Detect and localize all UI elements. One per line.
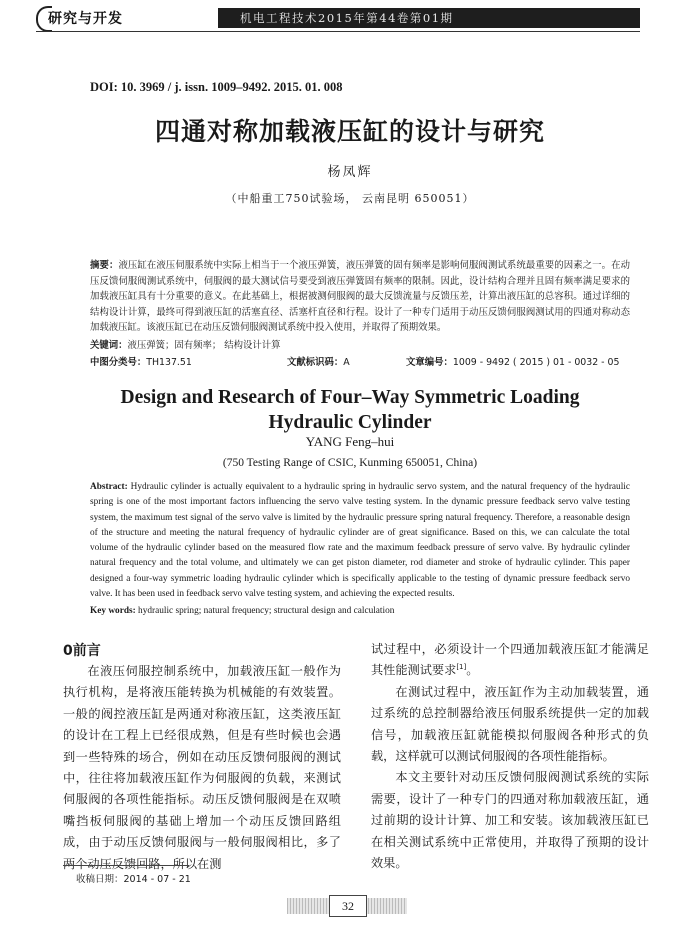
page-number: 32	[329, 895, 367, 917]
footnote-rule	[63, 865, 189, 866]
keywords-cn-label: 关键词：	[90, 340, 128, 351]
body-text: 试过程中，必须设计一个四通加载液压缸才能满足其性能测试要求	[371, 642, 649, 678]
body-paragraph: 在测试过程中，液压缸作为主动加载装置，通过系统的总控制器给液压伺服系统提供一定的加载信号，加载液压缸就能模拟伺服阀各种形式的负载，这样就可以测试伺服阀的各项性能指标。	[371, 684, 649, 764]
abstract-en-label: Abstract:	[90, 482, 128, 492]
affiliation-cn: （中船重工750试验场， 云南昆明 650051）	[225, 192, 475, 205]
doc-code-label: 文献标识码：	[287, 357, 344, 368]
doc-code-value: A	[343, 357, 350, 368]
body-paragraph: 在液压伺服控制系统中，加载液压缸一般作为执行机构，是将液压能转换为机械能的有效装置。一般的阀控液压缸是两通对称液压缸，这类液压缸的设计在工程上已经很成熟，但是有些时候也会遇到一些特殊的场合，例如在动压反馈伺服阀的测试中，往往将加载液压缸作为伺服阀的负载，来测试伺服阀的各项性能指标。动压反馈伺服阀是在双喷嘴挡板伺服阀的基础上增加一个动压反馈回路组成，由于动压反馈伺服阀与一般伺服阀相比，多了两个动压反馈回路，所以在测	[63, 664, 341, 871]
journal-header-band: 机电工程技术2015年第44卷第01期	[218, 8, 640, 28]
section-label: 研究与开发	[48, 11, 123, 27]
body-left-column	[63, 661, 341, 875]
clc-value: TH137.51	[146, 357, 192, 368]
author-en: YANG Feng–hui	[305, 434, 395, 449]
body-paragraph: 本文主要针对动压反馈伺服阀测试系统的实际需要，设计了一种专门的四通对称加载液压缸，通过前期的设计计算、加工和安装。该加载液压缸已在相关测试系统中正常使用，并取得了预期的设计效果。	[371, 770, 649, 871]
title-en-line2: Hydraulic Cylinder	[268, 412, 432, 433]
article-no-value: 1009 - 9492 ( 2015 ) 01 - 0032 - 05	[452, 357, 620, 368]
title-en-line1: Design and Research of Four–Way Symmetric Loading	[120, 387, 580, 408]
body-right-column	[371, 639, 649, 874]
keywords-en	[90, 606, 394, 616]
body-text: 。	[466, 663, 479, 678]
received-date: 收稿日期：2014 - 07 - 21	[76, 874, 191, 885]
citation-ref: [1]	[456, 663, 467, 672]
affiliation-en: (750 Testing Range of CSIC, Kunming 650051, China)	[222, 457, 478, 469]
author-cn: 杨凤辉	[327, 165, 373, 180]
keywords-cn	[90, 337, 281, 351]
keywords-cn-text: 液压弹簧；固有频率； 结构设计计算	[127, 340, 281, 351]
article-no-label: 文章编号：	[406, 357, 453, 368]
clc-label: 中图分类号：	[90, 357, 147, 368]
title-cn: 四通对称加载液压缸的设计与研究	[154, 117, 545, 146]
abstract-cn-text: 液压缸在液压伺服系统中实际上相当于一个液压弹簧，液压弹簧的固有频率是影响伺服阀测试系统最重要的因素之一。在动压反馈伺服阀测试系统中，伺服阀的最大测试信号要受到液压弹簧固有频率的限制。因此，设计结构合理并且固有频率满足要求的加载液压缸具有十分重要的意义。在此基础上，根据被测伺服阀的最大反馈流量与反馈压差，计算出液压缸的总容积。通过详细的结构设计计算，最终可得到液压缸的活塞直径、活塞杆直径和行程。设计了一种专门适用于动压反馈伺服阀测试用的四通对称动态加载液压缸。该液压缸已在动压反馈伺服阀测试系统中投入使用，并取得了预期效果。	[90, 260, 630, 334]
keywords-en-text: hydraulic spring; natural frequency; structural design and calculation	[138, 606, 395, 616]
abstract-en	[90, 480, 630, 602]
abstract-cn	[90, 258, 630, 336]
abstract-en-text: Hydraulic cylinder is actually equivalent to a hydraulic spring in hydraulic servo system, and the natural frequency of the hydraulic spring is one of the most important factors influencing the servo valve testing system. In the dynamic pressure feedback servo valve testing system, the maximum test signal of the servo valve is limited by the hydraulic pressure spring natural frequency. Therefore, a reasonable design of the structure and meeting the natural frequency of hydraulic cylinder are of great significance. Based on this, we can calculate the total volume of the hydraulic cylinder based on the measured flow rate and the maximum feedback pressure of servo valve. By hydraulic cylinder natural frequency and the total volume, and ultimately we can get piston diameter, rod diameter and stroke of hydraulic cylinder. This paper designed a four-way symmetric loading hydraulic cylinder which is specifically applicable to the testing of dynamic pressure feedback servo valve. It has been used in feedback servo valve testing system, and achieving the expected results.	[90, 482, 630, 600]
section-heading: 0前言	[63, 643, 101, 659]
section-tab	[36, 6, 144, 28]
keywords-en-label: Key words:	[90, 606, 136, 616]
doi: DOI: 10. 3969 / j. issn. 1009–9492. 2015. 01. 008	[90, 80, 343, 94]
header-rule	[36, 31, 640, 32]
body-paragraph	[371, 639, 649, 682]
abstract-cn-label: 摘要：	[90, 260, 119, 271]
title-en	[0, 385, 700, 435]
